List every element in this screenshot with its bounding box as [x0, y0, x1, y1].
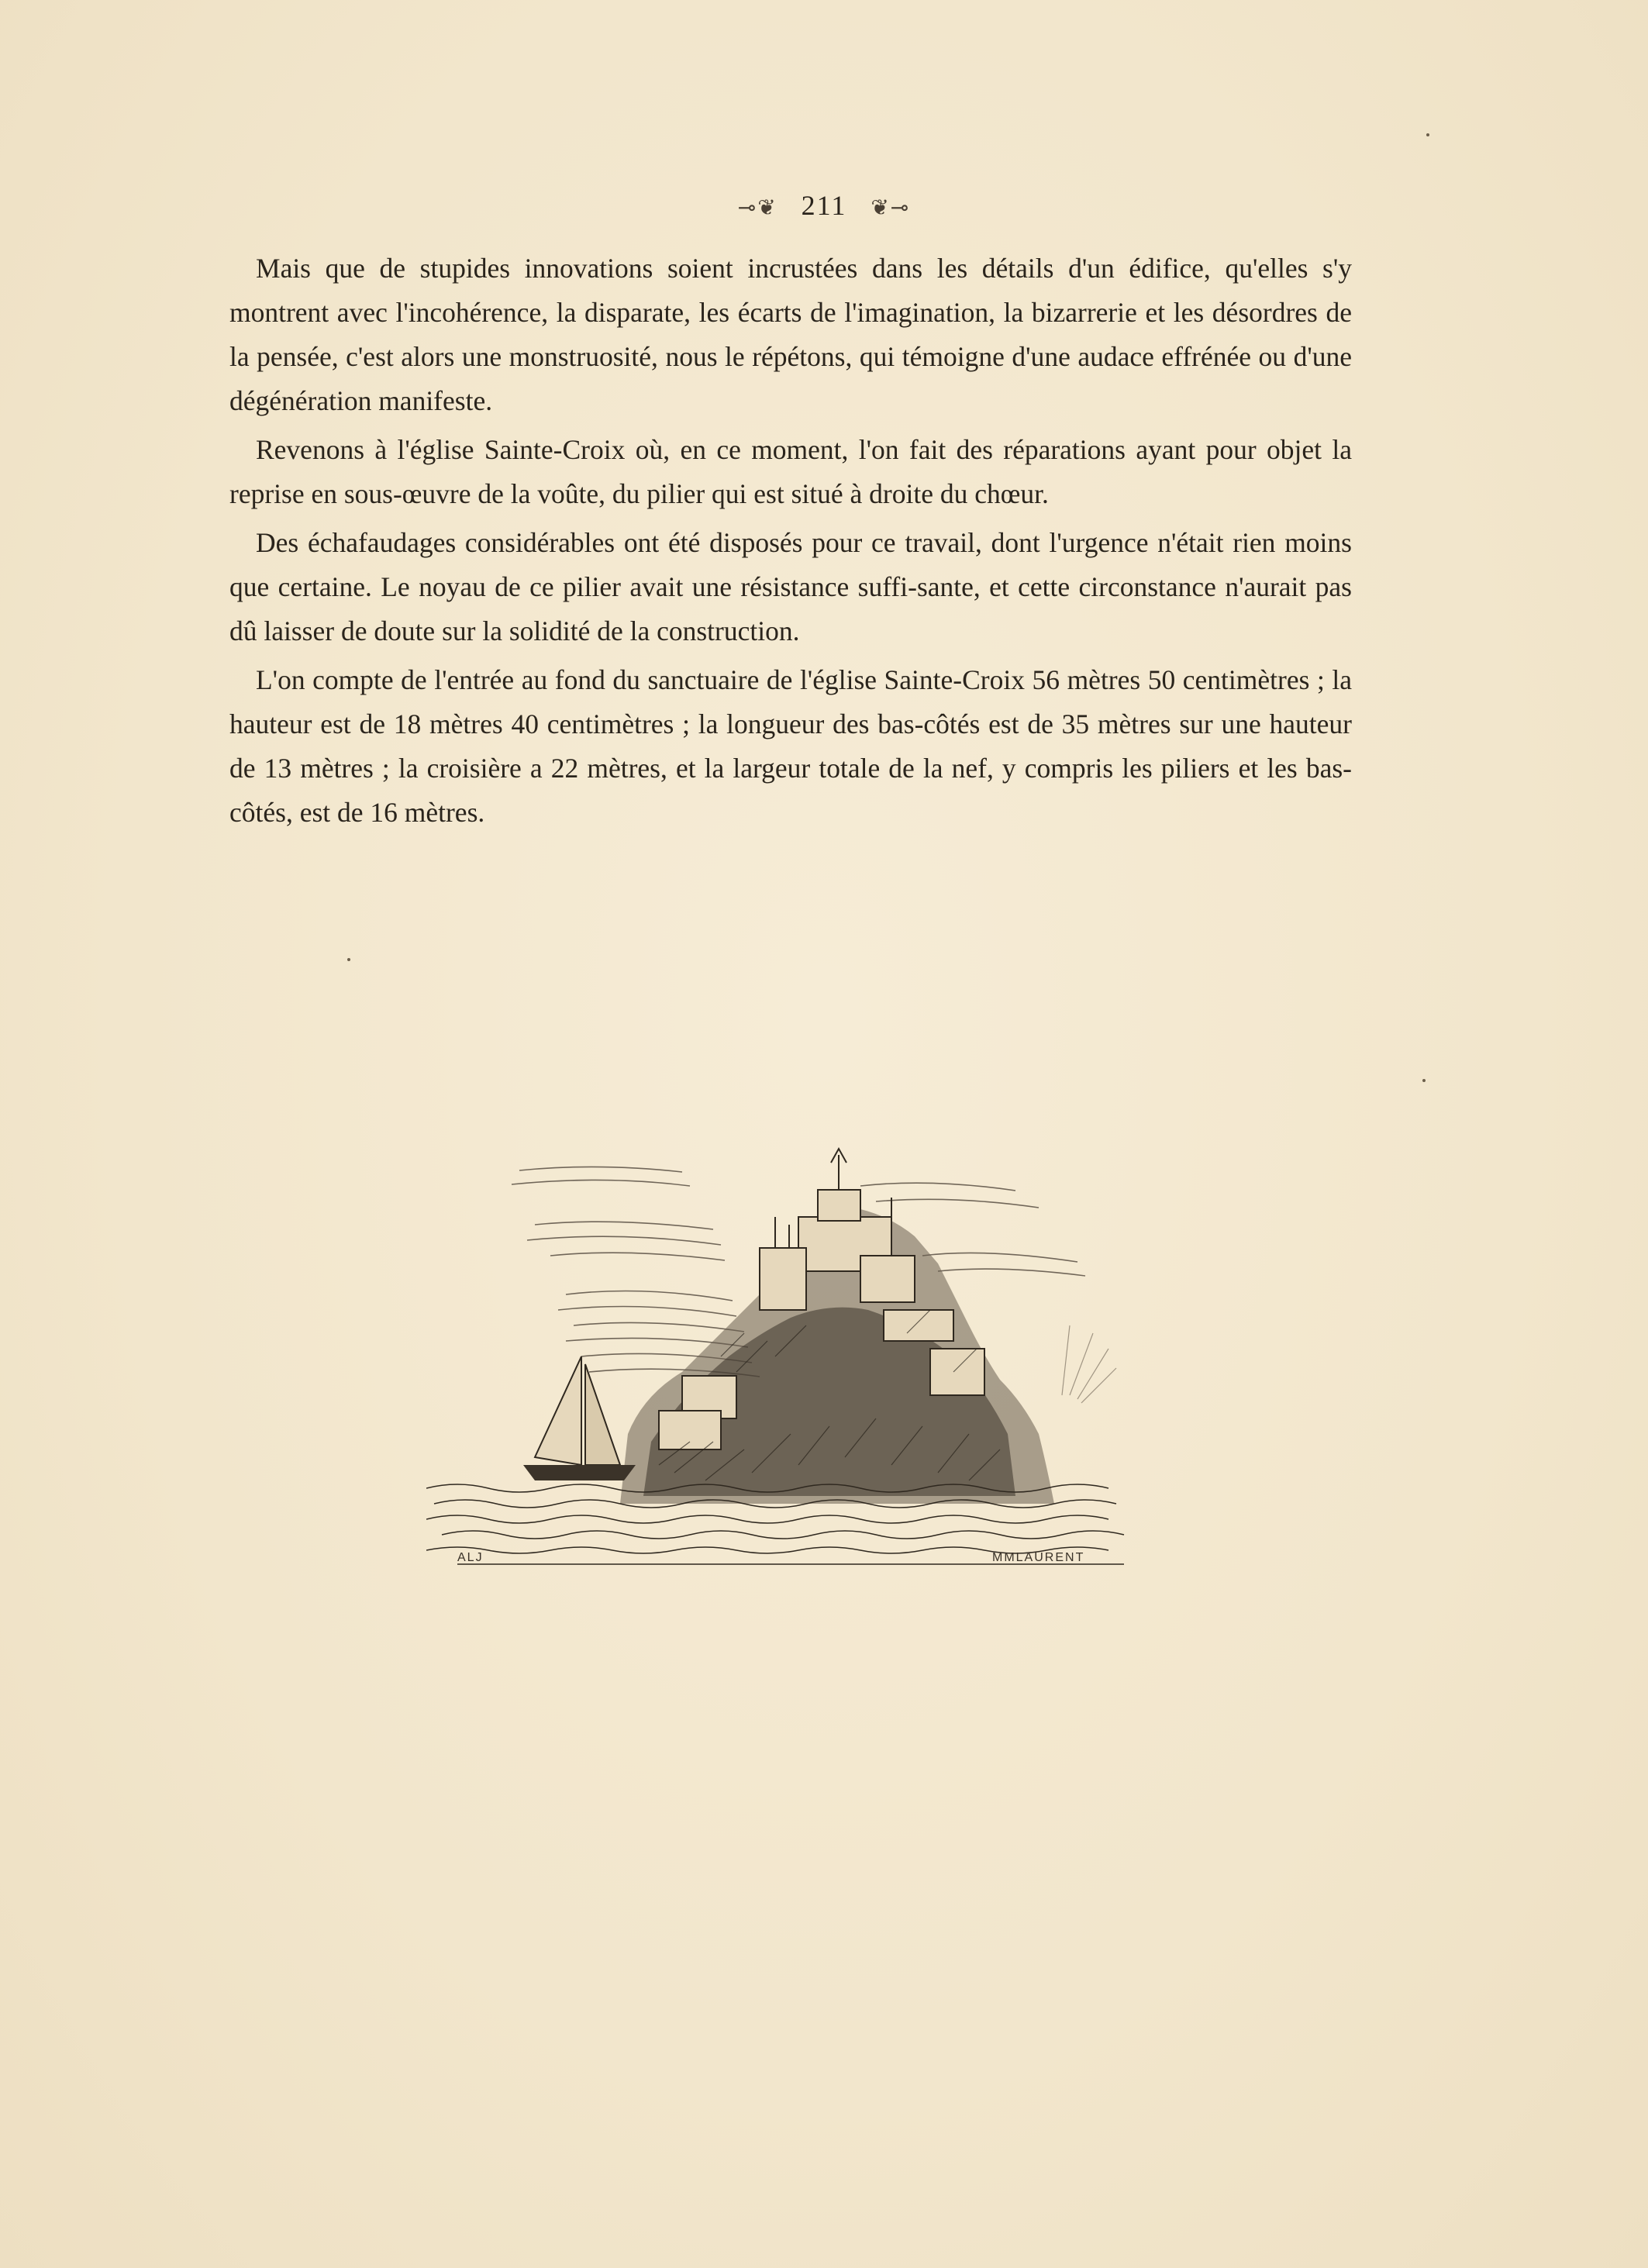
- engraver-signature-left: ALJ: [457, 1551, 484, 1564]
- mont-saint-michel-engraving: [426, 1101, 1163, 1573]
- body-text: [229, 246, 1352, 835]
- header-ornament-right: ❦⊸: [871, 196, 911, 220]
- page-header: [0, 189, 1648, 222]
- paper-speck: [1422, 1079, 1426, 1082]
- sailboat: [523, 1356, 636, 1480]
- page-number: 211: [801, 190, 847, 221]
- paragraph: L'on compte de l'entrée au fond du sanctuaire de l'église Sainte-Croix 56 mètres 50 centimètres ; la hauteur est de 18 mètres 40 centimètres ; la longueur des bas-côtés est de 35 mètres sur une hauteur de 13 mètres ; la croisière a 22 mètres, et la largeur totale de la nef, y compris les piliers et les bas-côtés, est de 16 mètres.: [229, 664, 1352, 828]
- paper-speck: [347, 958, 350, 961]
- paper-speck: [1426, 133, 1429, 136]
- paragraph: Mais que de stupides innovations soient incrustées dans les détails d'un édifice, qu'elles s'y montrent avec l'incohérence, la disparate, les écarts de l'imagination, la bizarrerie et les désordres de la pensée, c'est alors une monstruosité, nous le répétons, qui témoigne d'une audace effrénée ou d'une dégénération manifeste.: [229, 253, 1352, 416]
- light-rays: [1062, 1325, 1116, 1403]
- engraver-signature-right: MMLAURENT: [992, 1551, 1085, 1564]
- paragraph: Revenons à l'église Sainte-Croix où, en ce moment, l'on fait des réparations ayant pour objet la reprise en sous-œuvre de la voûte, du pilier qui est situé à droite du chœur.: [229, 434, 1352, 509]
- paragraph: Des échafaudages considérables ont été disposés pour ce travail, dont l'urgence n'était rien moins que certaine. Le noyau de ce pilier avait une résistance suffi-sante, et cette circonstance n'aurait pas dû laisser de doute sur la solidité de la construction.: [229, 527, 1352, 646]
- header-ornament-left: ⊸❦: [737, 196, 777, 220]
